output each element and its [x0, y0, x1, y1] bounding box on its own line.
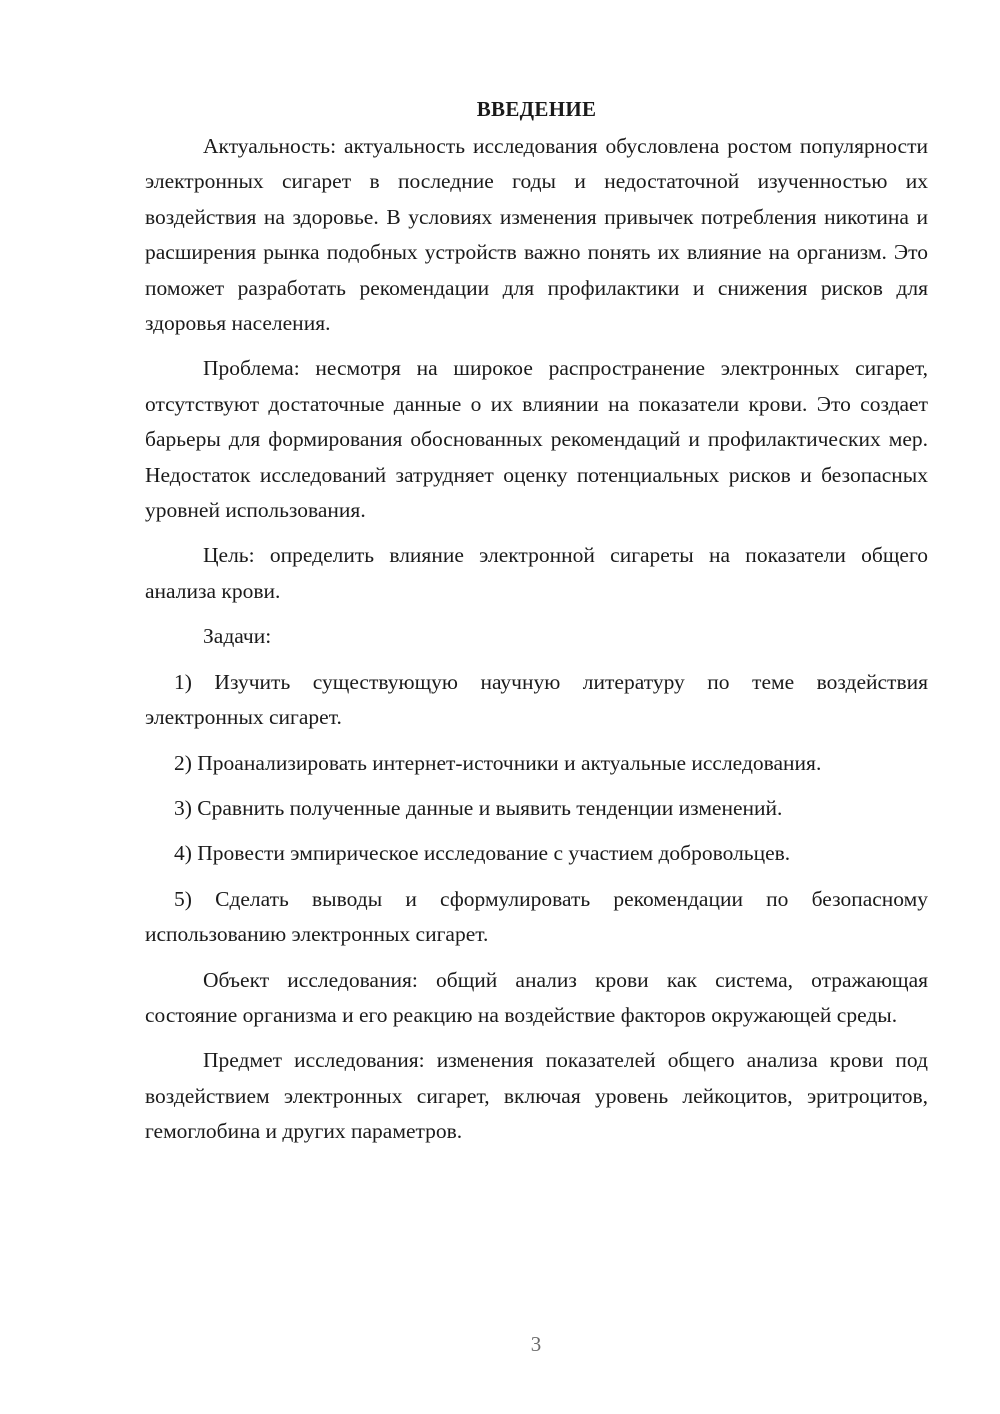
tasks-heading: Задачи: — [203, 624, 272, 649]
task-item-1: 1) Изучить существующую научную литературу по теме воздействия электронных сигарет. — [145, 669, 928, 730]
page-title: ВВЕДЕНИЕ — [476, 97, 597, 121]
task-item-4: 4) Провести эмпирическое исследование с участием добровольцев. — [174, 841, 791, 866]
page-number: 3 — [530, 1332, 542, 1356]
relevance-paragraph: Актуальность: актуальность исследования обусловлена ростом популярности электронных сигарет в последние годы и недостаточной изученностью их воздействия на здоровье. В условиях изменения привычек потребления никотина и расширения рынка подобных устройств важно понять их влияние на организм. Это поможет разработать рекомендации для профилактики и снижения рисков для здоровья населения. — [145, 134, 928, 336]
problem-paragraph: Проблема: несмотря на широкое распространение электронных сигарет, отсутствуют достаточные данные о их влиянии на показатели крови. Это создает барьеры для формирования обоснованных рекомендаций и профилактических мер. Недостаток исследований затрудняет оценку потенциальных рисков и безопасных уровней использования. — [145, 356, 928, 523]
subject-paragraph: Предмет исследования: изменения показателей общего анализа крови под воздействием электронных сигарет, включая уровень лейкоцитов, эритроцитов, гемоглобина и других параметров. — [145, 1048, 928, 1144]
task-item-3: 3) Сравнить полученные данные и выявить тенденции изменений. — [174, 795, 783, 820]
object-paragraph: Объект исследования: общий анализ крови как система, отражающая состояние организма и его реакцию на воздействие факторов окружающей среды. — [145, 967, 928, 1027]
goal-paragraph: Цель: определить влияние электронной сигареты на показатели общего анализа крови. — [145, 543, 928, 603]
task-item-5: 5) Сделать выводы и сформулировать рекомендации по безопасному использованию электронных сигарет. — [145, 886, 928, 947]
document-page — [145, 92, 928, 1160]
task-item-2: 2) Проанализировать интернет-источники и актуальные исследования. — [174, 750, 822, 775]
